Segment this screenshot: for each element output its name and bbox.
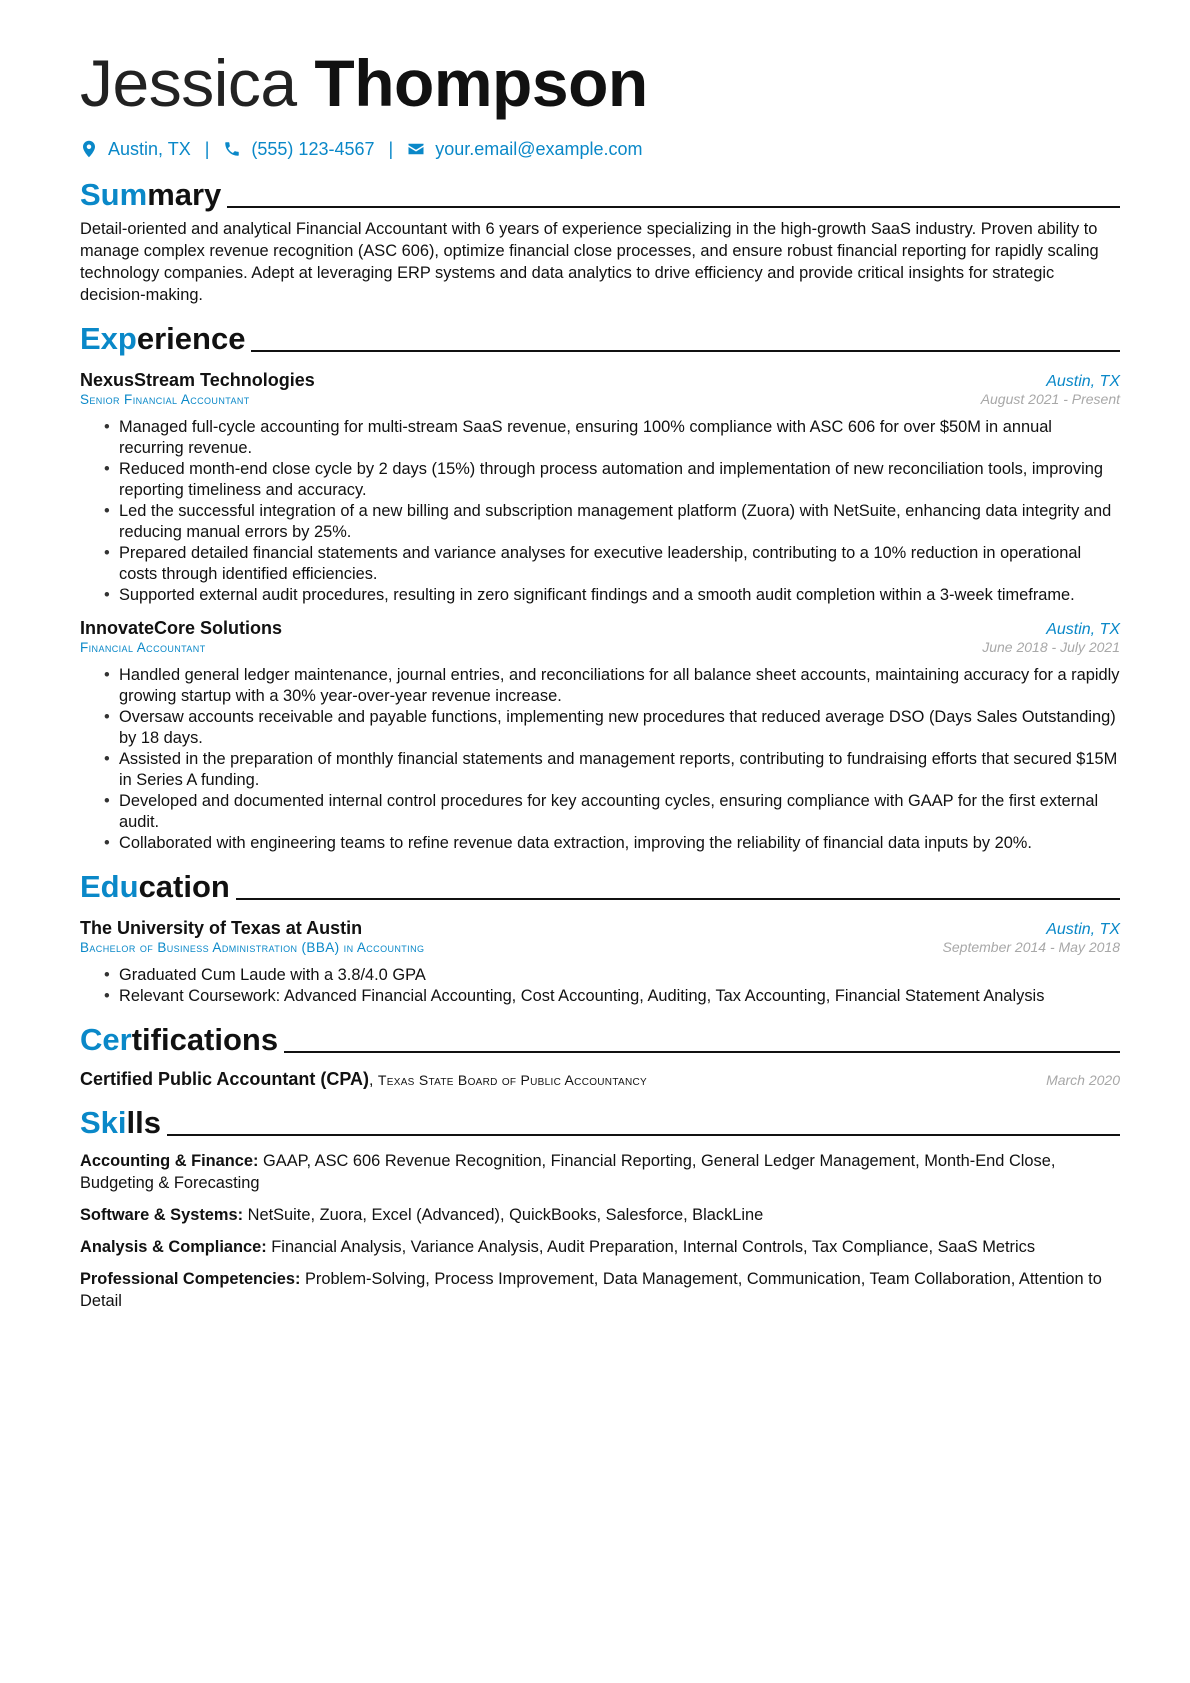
- skill-label: Accounting & Finance:: [80, 1152, 259, 1170]
- contact-separator: |: [388, 138, 394, 159]
- list-item: • Reduced month-end close cycle by 2 days (15%) through process automation and implementation of new reconciliation tools, improving reporting timeliness and accuracy.: [104, 459, 1120, 501]
- skill-label: Analysis & Compliance:: [80, 1238, 267, 1256]
- section-rule: [251, 350, 1120, 352]
- certification-date: March 2020: [1046, 1072, 1120, 1088]
- list-item: • Collaborated with engineering teams to refine revenue data extraction, improving the reliability of financial data inputs by 20%.: [104, 833, 1120, 854]
- list-item: • Prepared detailed financial statements and variance analyses for executive leadership, contributing to a 10% reduction in operational costs through identified efficiencies.: [104, 543, 1120, 585]
- candidate-name: [80, 38, 1120, 128]
- list-item: • Assisted in the preparation of monthly financial statements and management reports, contributing to fundraising efforts that secured $15M in Series A funding.: [104, 749, 1120, 791]
- summary-text: Detail-oriented and analytical Financial Accountant with 6 years of experience specializing in the high-growth SaaS industry. Proven ability to manage complex revenue recognition (ASC 606), optimize financial close processes, and ensure robust financial reporting for rapidly scaling technology companies. Adept at leveraging ERP systems and data analytics to drive efficiency and provide critical insights for strategic decision-making.: [80, 220, 1099, 304]
- title-rest: mary: [147, 177, 222, 212]
- skills-heading: [80, 1102, 1120, 1140]
- job-role: Senior Financial Accountant: [80, 392, 250, 407]
- title-accent: Exp: [80, 321, 137, 356]
- summary-heading: [80, 174, 1120, 212]
- section-rule: [236, 898, 1120, 900]
- job-entry: [80, 618, 1120, 854]
- section-title: [80, 1106, 161, 1140]
- envelope-icon: [407, 140, 425, 158]
- list-item: • Managed full-cycle accounting for multi-stream SaaS revenue, ensuring 100% compliance with ASC 606 for over $50M in annual recurring revenue.: [104, 417, 1120, 459]
- degree: Bachelor of Business Administration (BBA) in Accounting: [80, 940, 425, 955]
- title-accent: Edu: [80, 869, 139, 904]
- title-rest: cation: [138, 869, 230, 904]
- education-entry: [80, 918, 1120, 1007]
- skill-group: [80, 1204, 1120, 1226]
- location-text: Austin, TX: [108, 138, 191, 159]
- contact-location: [80, 139, 191, 160]
- job-dates: August 2021 - Present: [980, 391, 1120, 407]
- job-role: Financial Accountant: [80, 640, 206, 655]
- job-location: Austin, TX: [1046, 621, 1120, 638]
- company-name: InnovateCore Solutions: [80, 618, 283, 638]
- list-item: • Oversaw accounts receivable and payable functions, implementing new procedures that reduced average DSO (Days Sales Outstanding) by 18 days.: [104, 707, 1120, 749]
- title-rest: tifications: [131, 1022, 279, 1057]
- email-link[interactable]: your.email@example.com: [435, 138, 643, 159]
- skill-group: [80, 1268, 1120, 1312]
- skill-values: GAAP, ASC 606 Revenue Recognition, Financial Reporting, General Ledger Management, Month-End Close, Budgeting & Forecasting: [80, 1152, 1056, 1192]
- certification-name: Certified Public Accountant (CPA): [80, 1069, 370, 1089]
- skill-group: [80, 1236, 1120, 1258]
- section-rule: [167, 1134, 1120, 1136]
- certifications-heading: [80, 1019, 1120, 1057]
- first-name: Jessica: [80, 46, 297, 120]
- skill-label: Software & Systems:: [80, 1206, 244, 1224]
- contact-email[interactable]: [407, 139, 642, 160]
- skill-values: Financial Analysis, Variance Analysis, Audit Preparation, Internal Controls, Tax Compliance, SaaS Metrics: [266, 1238, 1036, 1256]
- job-bullets: [80, 665, 1120, 854]
- list-item: • Relevant Coursework: Advanced Financial Accounting, Cost Accounting, Auditing, Tax Accounting, Financial Statement Analysis: [104, 986, 1120, 1007]
- skill-values: Problem-Solving, Process Improvement, Data Management, Communication, Team Collaboration, Attention to Detail: [80, 1270, 1102, 1310]
- certification-comma: ,: [369, 1072, 378, 1089]
- list-item: • Graduated Cum Laude with a 3.8/4.0 GPA: [104, 965, 1120, 986]
- job-dates: June 2018 - July 2021: [982, 639, 1120, 655]
- skill-values: NetSuite, Zuora, Excel (Advanced), QuickBooks, Salesforce, BlackLine: [243, 1206, 764, 1224]
- map-pin-icon: [80, 140, 98, 158]
- title-accent: Cer: [80, 1022, 132, 1057]
- title-rest: erience: [136, 321, 246, 356]
- school-name: The University of Texas at Austin: [80, 918, 363, 938]
- section-rule: [284, 1051, 1120, 1053]
- contact-line: [80, 134, 1120, 164]
- list-item: • Led the successful integration of a new billing and subscription management platform (Zuora) with NetSuite, enhancing data integrity and reducing manual errors by 25%.: [104, 501, 1120, 543]
- job-bullets: [80, 417, 1120, 606]
- title-accent: Sum: [80, 177, 148, 212]
- skill-group: [80, 1150, 1120, 1194]
- list-item: • Handled general ledger maintenance, journal entries, and reconciliations for all balance sheet accounts, maintaining accuracy for a rapidly growing startup with a 30% year-over-year revenue increase.: [104, 665, 1120, 707]
- school-location: Austin, TX: [1046, 921, 1120, 938]
- education-bullets: [80, 965, 1120, 1007]
- education-heading: [80, 866, 1120, 904]
- contact-phone[interactable]: [223, 139, 374, 160]
- title-accent: Ski: [80, 1105, 127, 1140]
- phone-icon: [223, 140, 241, 158]
- section-rule: [227, 206, 1120, 208]
- company-name: NexusStream Technologies: [80, 370, 315, 390]
- experience-heading: [80, 318, 1120, 356]
- education-dates: September 2014 - May 2018: [942, 939, 1120, 955]
- title-rest: lls: [126, 1105, 161, 1140]
- section-title: [80, 870, 230, 904]
- last-name: Thompson: [314, 46, 648, 120]
- phone-text: (555) 123-4567: [251, 138, 375, 159]
- certification-entry: [80, 1069, 1120, 1090]
- certification-issuer: Texas State Board of Public Accountancy: [377, 1072, 647, 1088]
- job-entry: [80, 370, 1120, 606]
- section-title: [80, 178, 221, 212]
- section-title: [80, 1023, 278, 1057]
- skill-label: Professional Competencies:: [80, 1270, 301, 1288]
- section-title: [80, 322, 245, 356]
- list-item: • Developed and documented internal control procedures for key accounting cycles, ensuring compliance with GAAP for the first external audit.: [104, 791, 1120, 833]
- list-item: • Supported external audit procedures, resulting in zero significant findings and a smooth audit completion within a 3-week timeframe.: [104, 585, 1120, 606]
- contact-separator: |: [204, 138, 210, 159]
- job-location: Austin, TX: [1046, 373, 1120, 390]
